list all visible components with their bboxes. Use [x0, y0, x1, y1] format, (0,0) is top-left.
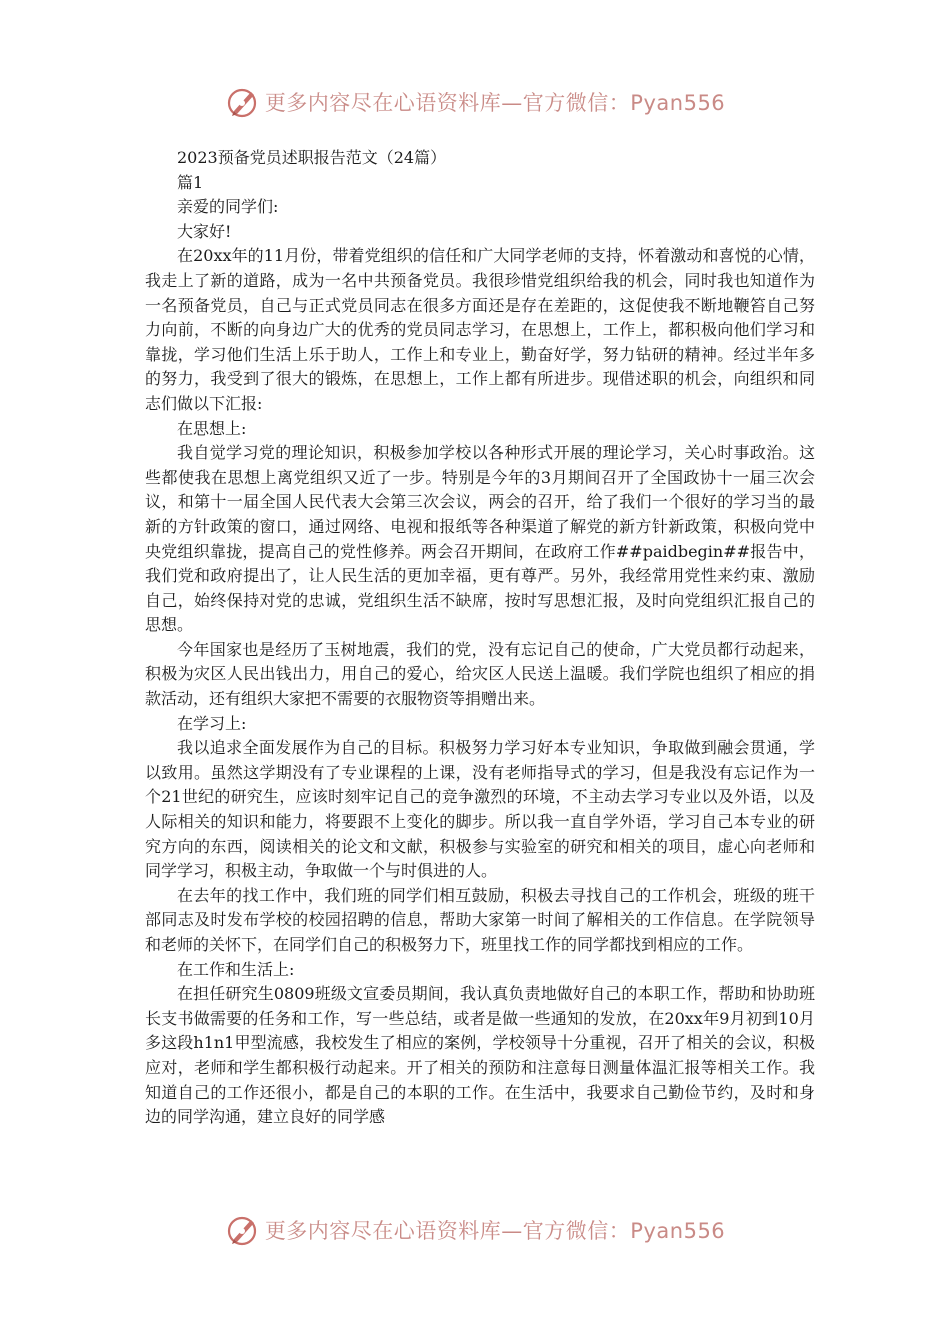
paragraph: 我自觉学习党的理论知识，积极参加学校以各种形式开展的理论学习，关心时事政治。这些都使我在思想上离党组织又近了一步。特别是今年的3月期间召开了全国政协十一届三次会议，和第十一届全国人民代表大会第三次会议，两会的召开，给了我们一个很好的学习当的最新的方针政策的窗口，通过网络、电视和报纸等各种渠道了解党的新方针新政策，积极向党中央党组织靠拢，提高自己的党性修养。两会召开期间，在政府工作##paidbegin##报告中，我们党和政府提出了，让人民生活的更加幸福，更有尊严。另外，我经常用党性来约束、激励自己，始终保持对党的忠诚，党组织生活不缺席，按时写思想汇报，及时向党组织汇报自己的思想。: [145, 443, 815, 635]
paragraph: 在去年的找工作中，我们班的同学们相互鼓励，积极去寻找自己的工作机会，班级的班干部同志及时发布学校的校园招聘的信息，帮助大家第一时间了解相关的工作信息。在学院领导和老师的关怀下，在同学们自己的积极努力下，班里找工作的同学都找到相应的工作。: [145, 885, 815, 954]
pen-circle-logo-icon: [225, 84, 261, 120]
pen-circle-logo-icon: [225, 1212, 261, 1248]
salutation: 亲爱的同学们:: [177, 197, 279, 217]
banner-text: 更多内容尽在心语资料库—官方微信：Pyan556: [264, 1219, 726, 1243]
section-heading-thought: 在思想上:: [177, 418, 247, 438]
paragraph: 在20xx年的11月份，带着党组织的信任和广大同学老师的支持，怀着激动和喜悦的心情，我走上了新的道路，成为一名中共预备党员。我很珍惜党组织给我的机会，同时我也知道作为一名预备党员，自己与正式党员同志在很多方面还是存在差距的，这促使我不断地鞭笞自己努力向前，不断的向身边广大的优秀的党员同志学习，在思想上，工作上，都积极向他们学习和靠拢，学习他们生活上乐于助人，工作上和专业上，勤奋好学，努力钻研的精神。经过半年多的努力，我受到了很大的锻炼，在思想上，工作上都有所进步。现借述职的机会，向组织和同志们做以下汇报:: [145, 246, 815, 413]
document-body: [145, 146, 815, 1130]
section-heading-work-life: 在工作和生活上:: [177, 959, 295, 979]
header-banner: [0, 82, 950, 122]
greeting: 大家好!: [177, 221, 232, 241]
footer-banner: [0, 1210, 950, 1250]
document-title: 2023预备党员述职报告范文（24篇）: [177, 148, 447, 167]
paragraph: 我以追求全面发展作为自己的目标。积极努力学习好本专业知识，争取做到融会贯通，学以致用。虽然这学期没有了专业课程的上课，没有老师指导式的学习，但是我没有忘记作为一个21世纪的研究生，应该时刻牢记自己的竞争激烈的环境，不主动去学习专业以及外语，以及人际相关的知识和能力，将要跟不上变化的脚步。所以我一直自学外语，学习自己本专业的研究方向的东西，阅读相关的论文和文献，积极参与实验室的研究和相关的项目，虚心向老师和同学学习，积极主动，争取做一个与时俱进的人。: [145, 738, 815, 881]
banner-text: 更多内容尽在心语资料库—官方微信：Pyan556: [264, 91, 726, 115]
paragraph: 在担任研究生0809班级文宣委员期间，我认真负责地做好自己的本职工作，帮助和协助班长支书做需要的任务和工作，写一些总结，或者是做一些通知的发放，在20xx年9月初到10月多这段h1n1甲型流感，我校发生了相应的案例，学校领导十分重视，召开了相关的会议，积极应对，老师和学生都积极行动起来。开了相关的预防和注意每日测量体温汇报等相关工作。我知道自己的工作还很小，都是自己的本职的工作。在生活中，我要求自己勤俭节约，及时和身边的同学沟通，建立良好的同学感: [145, 984, 815, 1127]
section-heading-study: 在学习上:: [177, 713, 247, 733]
paragraph: 今年国家也是经历了玉树地震，我们的党，没有忘记自己的使命，广大党员都行动起来，积极为灾区人民出钱出力，用自己的爱心，给灾区人民送上温暖。我们学院也组织了相应的捐款活动，还有组织大家把不需要的衣服物资等捐赠出来。: [145, 639, 815, 709]
section-label: 篇1: [177, 172, 204, 192]
